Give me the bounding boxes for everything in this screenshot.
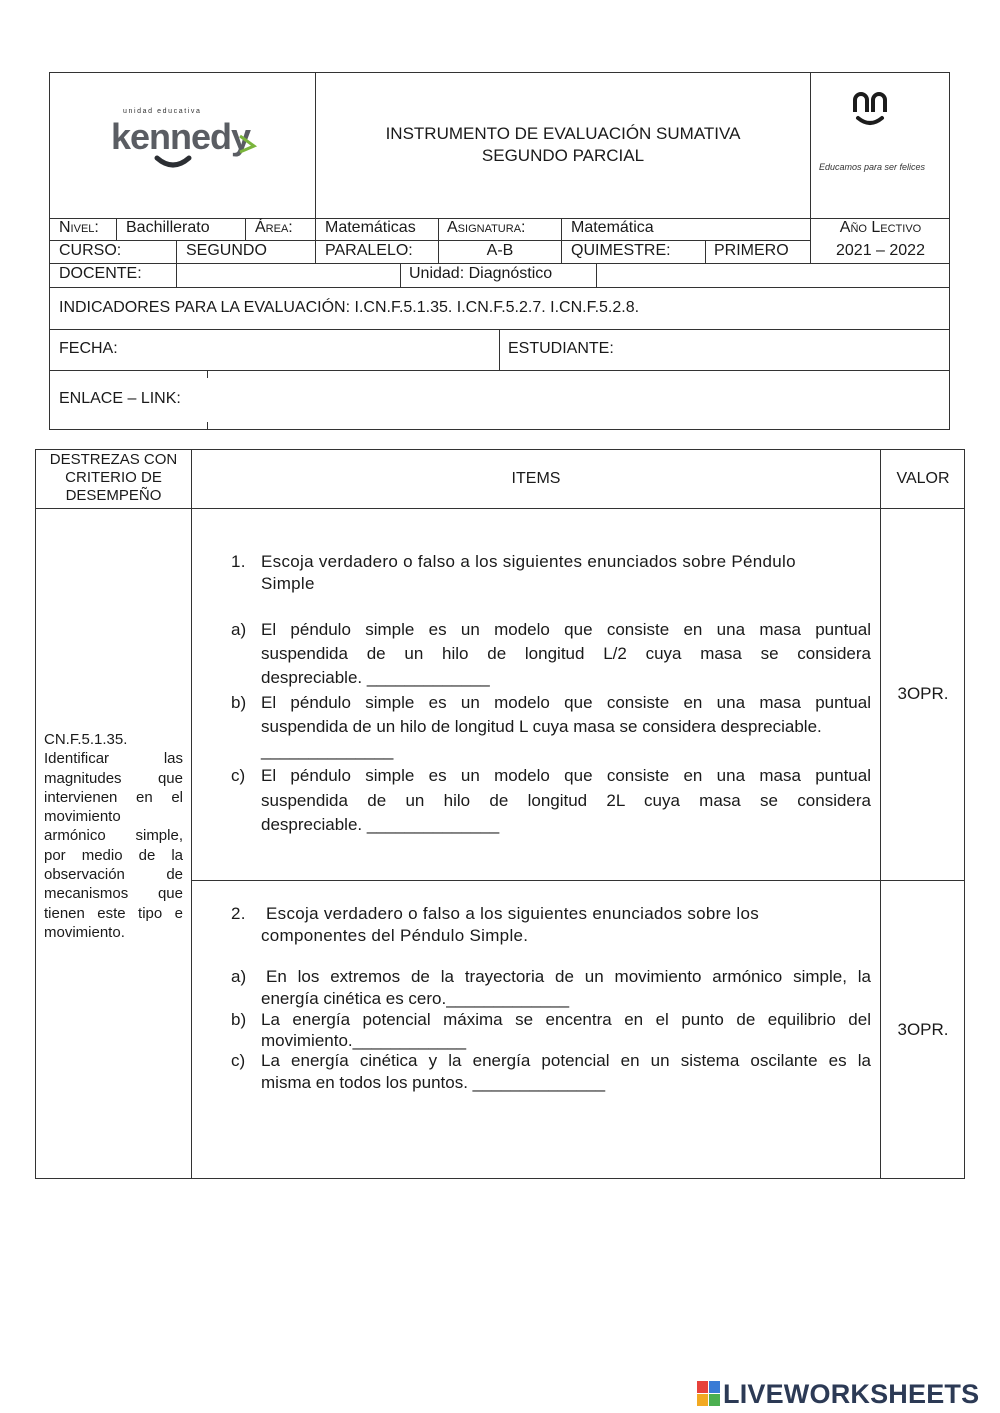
unidad-label: Unidad: Diagnóstico: [409, 265, 553, 282]
q1-c-label: c): [231, 766, 246, 785]
nivel-label: Nivel:: [59, 219, 99, 236]
docente-label: DOCENTE:: [59, 265, 142, 282]
header-valor: VALOR: [896, 470, 950, 487]
header-destrezas: DESTREZAS CON CRITERIO DE DESEMPEÑO: [49, 451, 178, 504]
q1-c-line2: suspendida de un hilo de longitud 2L cuya masa se considera: [261, 791, 871, 810]
school-tagline: Educamos para ser felices: [819, 162, 926, 172]
curso-value: SEGUNDO: [186, 242, 267, 259]
logo-smile-icon: [153, 154, 193, 170]
q2-valor: 3OPR.: [897, 1020, 949, 1039]
asignatura-value: Matemática: [571, 219, 654, 236]
q1-title-line1: Escoja verdadero o falso a los siguientes enunciados sobre Péndulo: [261, 552, 796, 571]
area-label: Área:: [255, 219, 293, 236]
q1-b-line2: suspendida de un hilo de longitud L cuya masa se considera despreciable.: [261, 717, 822, 736]
q2-b-line1: La energía potencial máxima se encentra en el punto de equilibrio del: [261, 1010, 871, 1029]
q1-c-line3: despreciable. ______________: [261, 815, 500, 834]
header-items: ITEMS: [511, 470, 561, 487]
asignatura-label: Asignatura:: [447, 219, 526, 236]
q1-title-line2: Simple: [261, 574, 315, 593]
logo-small-text: unidad educativa: [123, 108, 202, 115]
quimestre-value: PRIMERO: [714, 242, 789, 259]
liveworksheets-brand[interactable]: [697, 1379, 995, 1409]
paralelo-label: PARALELO:: [325, 242, 413, 259]
q2-c-line1: La energía cinética y la energía potencial en un sistema oscilante es la: [261, 1051, 871, 1070]
destreza-code: CN.F.5.1.35.: [44, 731, 128, 748]
quimestre-label: QUIMESTRE:: [571, 242, 671, 259]
q1-b-label: b): [231, 693, 247, 712]
anio-lectivo-value: 2021 – 2022: [836, 242, 925, 259]
q2-a-label: a): [231, 967, 247, 986]
q2-number: 2.: [231, 904, 246, 923]
q1-a-line3: despreciable. _____________: [261, 668, 490, 687]
q1-a-label: a): [231, 620, 247, 639]
q2-c-line2: misma en todos los puntos. ______________: [261, 1073, 606, 1092]
q2-c-label: c): [231, 1051, 246, 1070]
curso-label: CURSO:: [59, 242, 122, 259]
q2-a-line2: energía cinética es cero._____________: [261, 989, 570, 1008]
document-title-line2: SEGUNDO PARCIAL: [481, 146, 645, 165]
q2-title-line2: componentes del Péndulo Simple.: [261, 926, 529, 945]
anio-lectivo-label: Año Lectivo: [839, 219, 922, 236]
destreza-text: [44, 730, 183, 942]
q1-valor: 3OPR.: [897, 684, 949, 703]
q1-a-line2: suspendida de un hilo de longitud L/2 cuya masa se considera: [261, 644, 871, 663]
q1-c-line1: El péndulo simple es un modelo que consiste en una masa puntual: [261, 766, 871, 785]
q1-b-line3: ______________: [261, 741, 394, 760]
indicadores-text: INDICADORES PARA LA EVALUACIÓN: I.CN.F.5.1.35. I.CN.F.5.2.7. I.CN.F.5.2.8.: [59, 299, 640, 316]
liveworksheets-logo-icon: [697, 1381, 721, 1407]
fecha-label: FECHA:: [59, 340, 118, 357]
q2-a-line1: En los extremos de la trayectoria de un movimiento armónico simple, la: [266, 967, 871, 986]
kennedy-logo: [105, 100, 265, 175]
logo-accent-icon: [238, 134, 258, 154]
q2-title-line1: Escoja verdadero o falso a los siguientes enunciados sobre los: [266, 904, 759, 923]
area-value: Matemáticas: [325, 219, 416, 236]
document-title-line1: INSTRUMENTO DE EVALUACIÓN SUMATIVA: [385, 124, 741, 143]
destreza-description: Identificar las magnitudes que intervienen en el movimiento armónico simple, por medio de la observación de mecanismos que tienen este tipo e movimiento.: [44, 750, 183, 941]
paralelo-value: A-B: [486, 242, 514, 259]
school-emblem-icon: [850, 90, 890, 130]
nivel-value: Bachillerato: [126, 219, 210, 236]
q2-b-line2: movimiento.____________: [261, 1031, 467, 1050]
q1-b-line1: El péndulo simple es un modelo que consiste en una masa puntual: [261, 693, 871, 712]
q1-number: 1.: [231, 552, 246, 571]
estudiante-label: ESTUDIANTE:: [508, 340, 614, 357]
liveworksheets-text: LIVEWORKSHEETS: [723, 1379, 980, 1409]
logo-word: kennedy: [111, 116, 251, 157]
q1-a-line1: El péndulo simple es un modelo que consiste en una masa puntual: [261, 620, 871, 639]
enlace-label: ENLACE – LINK:: [59, 390, 181, 407]
q2-b-label: b): [231, 1010, 247, 1029]
